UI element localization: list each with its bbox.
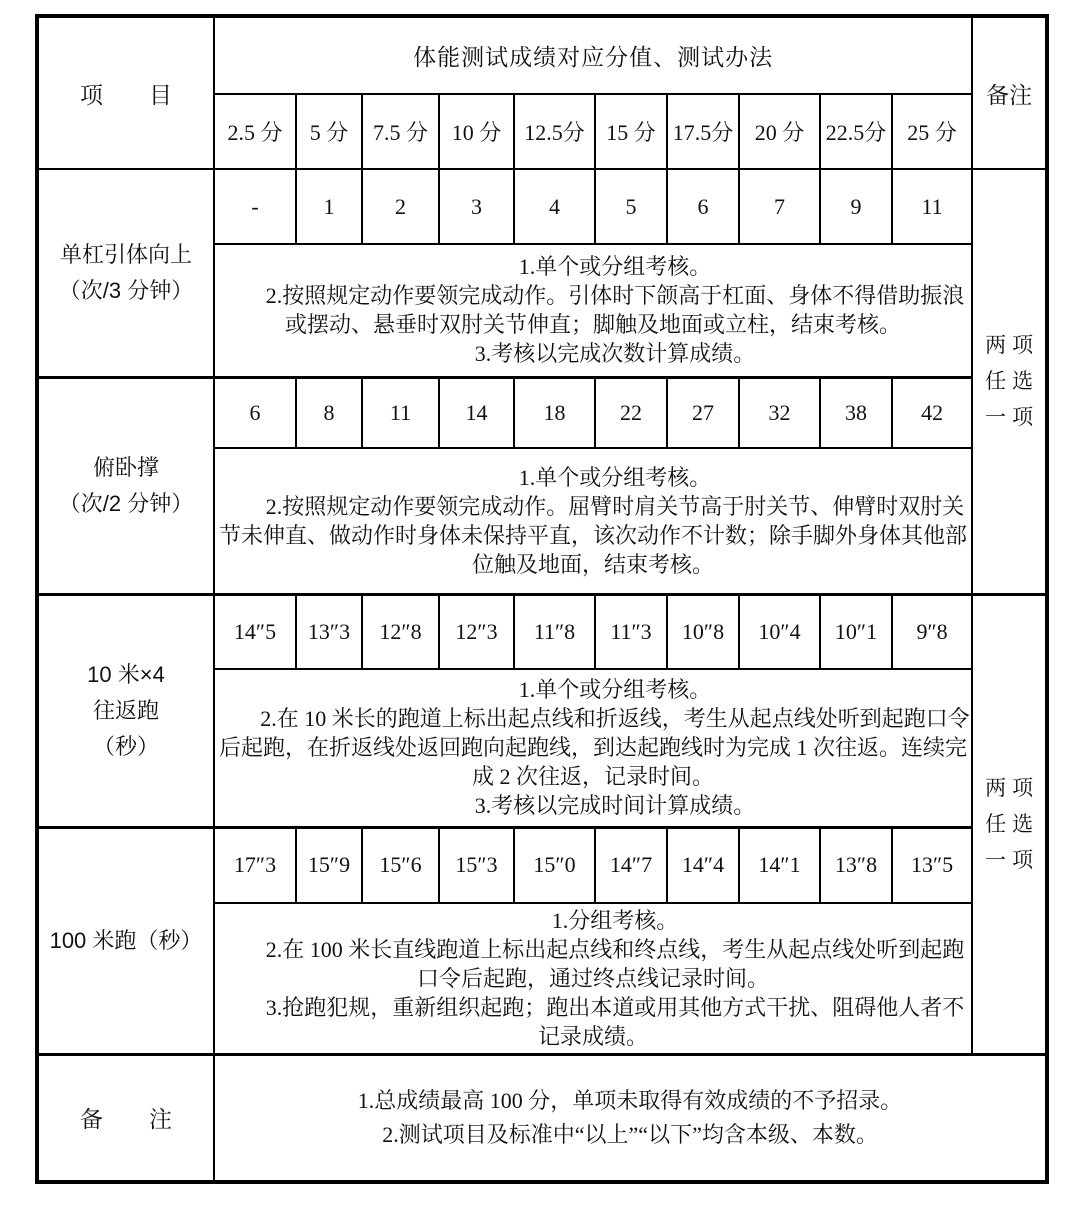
- score-col-header: 7.5 分: [362, 94, 439, 169]
- score-value-cell: 9: [820, 169, 892, 244]
- item-label-line: （次/3 分钟）: [58, 277, 194, 303]
- test-method-cell: [214, 669, 972, 827]
- test-method-cell: [214, 244, 972, 377]
- method-paragraph: 1.单个或分组考核。: [518, 464, 712, 490]
- item-label-line: 100 米跑（秒）: [49, 927, 203, 953]
- test-method-cell: [214, 448, 972, 594]
- item-label-line: （次/2 分钟）: [58, 490, 194, 516]
- score-value-cell: 7: [739, 169, 820, 244]
- score-col-header: 20 分: [739, 94, 820, 169]
- method-paragraph: 1.单个或分组考核。: [518, 254, 712, 280]
- score-value-cell: 14″1: [739, 827, 820, 903]
- score-col-header: 15 分: [595, 94, 667, 169]
- remark-choice-cell: [972, 594, 1047, 1054]
- score-value-cell: 10″8: [667, 594, 739, 669]
- score-value-cell: 6: [214, 377, 296, 448]
- score-value-cell: 14″7: [595, 827, 667, 903]
- score-value-cell: 11: [362, 377, 439, 448]
- remark-line: 两项: [985, 776, 1040, 800]
- score-value-cell: 14″4: [667, 827, 739, 903]
- method-paragraph: 2.按照规定动作要领完成动作。引体时下颌高于杠面、身体不得借助振浪或摆动、悬垂时双肘关节伸直；脚触及地面或立柱，结束考核。: [265, 283, 965, 338]
- score-value-cell: 32: [739, 377, 820, 448]
- score-value-cell: 10″1: [820, 594, 892, 669]
- item-label-line: 俯卧撑: [92, 454, 159, 480]
- score-value-cell: 1: [296, 169, 362, 244]
- score-value-cell: 8: [296, 377, 362, 448]
- score-value-cell: 15″9: [296, 827, 362, 903]
- score-value-cell: -: [214, 169, 296, 244]
- score-value-cell: 4: [514, 169, 595, 244]
- score-value-cell: 17″3: [214, 827, 296, 903]
- score-value-cell: 11: [892, 169, 972, 244]
- score-col-header: 17.5分: [667, 94, 739, 169]
- footer-note-line: 2.测试项目及标准中“以上”“以下”均含本级、本数。: [382, 1121, 878, 1147]
- score-col-header: 10 分: [439, 94, 514, 169]
- score-value-cell: 38: [820, 377, 892, 448]
- score-value-cell: 18: [514, 377, 595, 448]
- score-value-cell: 11″8: [514, 594, 595, 669]
- item-cell-pushups: [37, 377, 214, 594]
- remark-column-header: 备注: [972, 16, 1047, 169]
- score-value-cell: 42: [892, 377, 972, 448]
- score-value-cell: 22: [595, 377, 667, 448]
- score-col-header: 5 分: [296, 94, 362, 169]
- method-paragraph: 3.考核以完成次数计算成绩。: [474, 341, 756, 367]
- item-column-header: 项 目: [37, 16, 214, 169]
- score-value-cell: 14: [439, 377, 514, 448]
- remark-line: 任选: [985, 812, 1040, 836]
- score-value-cell: 12″3: [439, 594, 514, 669]
- score-value-cell: 14″5: [214, 594, 296, 669]
- method-paragraph: 2.按照规定动作要领完成动作。屈臂时肩关节高于肘关节、伸臂时双肘关节未伸直、做动作时身体未保持平直，该次动作不计数；除手脚外身体其他部位触及地面，结束考核。: [219, 493, 968, 577]
- item-label-line: 单杠引体向上: [59, 241, 192, 267]
- score-value-cell: 27: [667, 377, 739, 448]
- test-method-cell: [214, 903, 972, 1054]
- score-col-header: 25 分: [892, 94, 972, 169]
- method-paragraph: 2.在 100 米长直线跑道上标出起点线和终点线，考生从起点线处听到起跑口令后起跑，通过终点线记录时间。: [265, 936, 965, 991]
- score-value-cell: 13″8: [820, 827, 892, 903]
- footer-note-line: 1.总成绩最高 100 分，单项未取得有效成绩的不予招录。: [357, 1087, 903, 1113]
- score-value-cell: 15″0: [514, 827, 595, 903]
- remark-line: 一项: [985, 405, 1040, 430]
- method-paragraph: 3.抢跑犯规，重新组织起跑；跑出本道或用其他方式干扰、阻碍他人者不记录成绩。: [265, 994, 965, 1049]
- method-paragraph: 1.分组考核。: [551, 907, 679, 933]
- item-cell-100m-run: [37, 827, 214, 1054]
- score-value-cell: 11″3: [595, 594, 667, 669]
- score-value-cell: 6: [667, 169, 739, 244]
- method-paragraph: 3.考核以完成时间计算成绩。: [474, 793, 756, 819]
- remark-line: 一项: [985, 848, 1040, 872]
- score-value-cell: 13″5: [892, 827, 972, 903]
- method-paragraph: 1.单个或分组考核。: [518, 677, 712, 703]
- item-label-line: 往返跑: [92, 697, 159, 723]
- footer-remark-label: 备 注: [37, 1054, 214, 1182]
- item-cell-pullups: [37, 169, 214, 377]
- score-value-cell: 10″4: [739, 594, 820, 669]
- item-cell-shuttle-run: [37, 594, 214, 827]
- score-value-cell: 15″3: [439, 827, 514, 903]
- score-value-cell: 12″8: [362, 594, 439, 669]
- item-label-line: 10 米×4: [87, 661, 165, 687]
- remark-choice-cell: [972, 169, 1047, 594]
- item-label-line: （秒）: [92, 733, 159, 759]
- score-value-cell: 5: [595, 169, 667, 244]
- score-col-header: 22.5分: [820, 94, 892, 169]
- score-value-cell: 9″8: [892, 594, 972, 669]
- method-paragraph: 2.在 10 米长的跑道上标出起点线和折返线，考生从起点线处听到起跑口令后起跑，在折返线处返回跑向起跑线，到达起跑线时为完成 1 次往返。连续完成 2 次往返，记录时间。: [219, 706, 970, 790]
- score-value-cell: 13″3: [296, 594, 362, 669]
- score-col-header: 2.5 分: [214, 94, 296, 169]
- fitness-test-score-table: [35, 14, 1049, 1184]
- score-value-cell: 15″6: [362, 827, 439, 903]
- footer-notes-cell: [214, 1054, 1047, 1182]
- score-title-header: 体能测试成绩对应分值、测试办法: [214, 16, 972, 94]
- score-value-cell: 3: [439, 169, 514, 244]
- score-value-cell: 2: [362, 169, 439, 244]
- score-col-header: 12.5分: [514, 94, 595, 169]
- remark-line: 两项: [985, 333, 1040, 358]
- remark-line: 任选: [985, 369, 1040, 394]
